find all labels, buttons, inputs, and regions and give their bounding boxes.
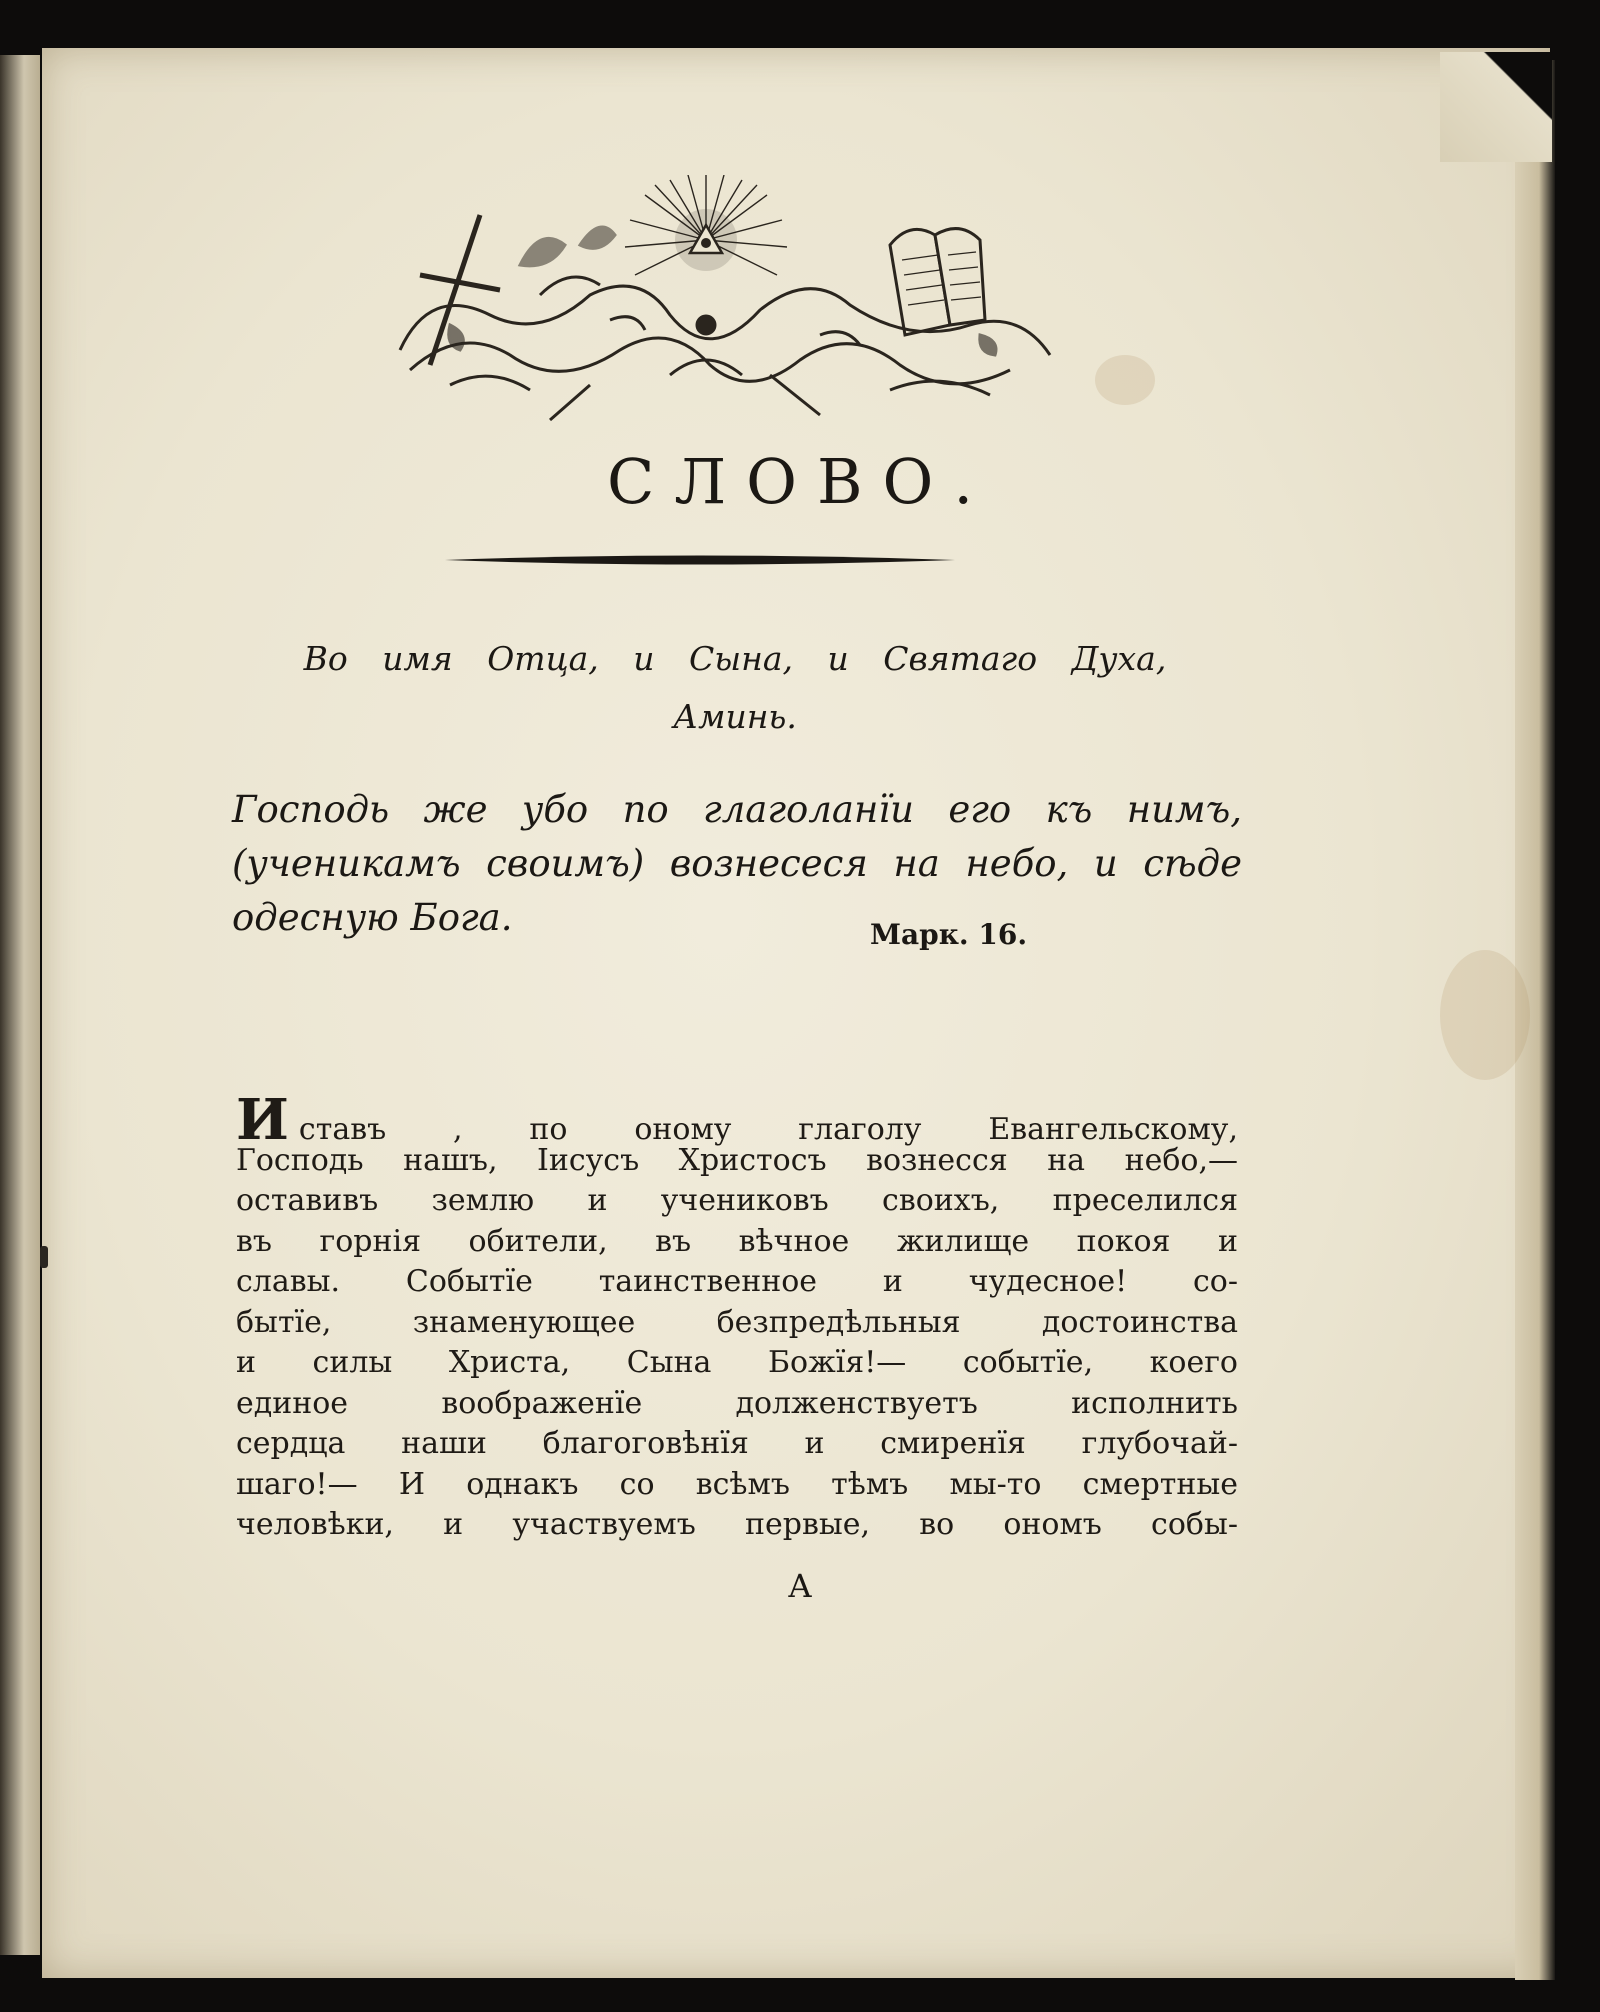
body-line-11: человѣки, и участвуемъ первые, во ономъ собы- bbox=[236, 1507, 1238, 1542]
paper-stain bbox=[1095, 355, 1155, 405]
page-title: СЛОВО. bbox=[606, 445, 994, 518]
body-line-8: единое воображенїе долженствуетъ исполнить bbox=[236, 1385, 1238, 1421]
body-line-text: ставъ , по оному глаголу Евангельскому, bbox=[298, 1112, 1238, 1147]
law-tablets-icon bbox=[890, 229, 985, 335]
scripture-epigraph: Господь же убо по глаголанїи его къ нимъ, (ученикамъ своимъ) вознесеся на небо, и сѣде одесную Бога. bbox=[232, 788, 1242, 939]
title-rule-ornament bbox=[445, 553, 955, 567]
ornamental-headpiece-icon bbox=[390, 175, 1060, 425]
paper-stain bbox=[1440, 950, 1530, 1080]
body-line-5: славы. Событїе таинственное и чудесное! со- bbox=[236, 1264, 1238, 1299]
body-line-9: сердца наши благоговѣнїя и смиренїя глубочай- bbox=[236, 1426, 1238, 1461]
invocation-text bbox=[230, 630, 1240, 746]
radiant-sun-icon bbox=[625, 175, 787, 275]
ink-mark bbox=[40, 1246, 48, 1268]
signature-mark: А bbox=[787, 1567, 813, 1605]
invocation-line-2: Аминь. bbox=[673, 697, 797, 736]
drop-cap: И bbox=[236, 1087, 289, 1153]
body-line-7: и силы Христа, Сына Божїя!— событїе, коего bbox=[236, 1345, 1238, 1380]
body-line-1 bbox=[236, 1087, 1238, 1153]
invocation-line-1: Во имя Отца, и Сына, и Святаго Духа, bbox=[303, 639, 1167, 678]
body-line-10: шаго!— И однакъ со всѣмъ тѣмъ мы-то смертные bbox=[236, 1466, 1238, 1502]
body-line-4: въ горнія обители, въ вѣчное жилище покоя и bbox=[236, 1223, 1238, 1259]
body-line-6: бытїе, знаменующее безпредѣльныя достоинства bbox=[236, 1304, 1238, 1340]
body-line-2: Господь нашъ, Iисусъ Христосъ вознесся на небо,— bbox=[236, 1142, 1238, 1178]
folded-corner bbox=[1440, 52, 1552, 162]
scripture-reference: Марк. 16. bbox=[870, 918, 1028, 951]
facing-page-edge bbox=[0, 55, 40, 1955]
sermon-body bbox=[236, 1087, 1238, 1546]
body-line-3: оставивъ землю и учениковъ своихъ, преселился bbox=[236, 1183, 1238, 1218]
